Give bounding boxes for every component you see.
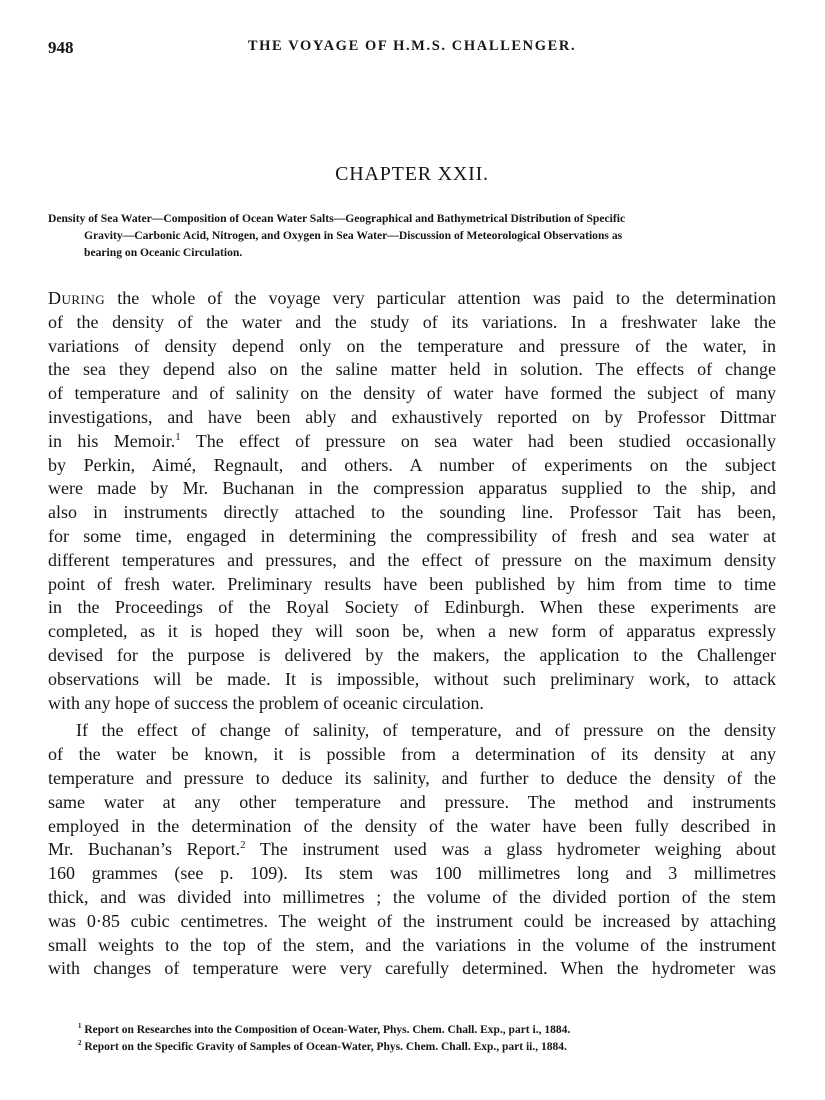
running-title: THE VOYAGE OF H.M.S. CHALLENGER. [247, 38, 577, 54]
paragraph-1-line: in the Proceedings of the Royal Society of Edinburgh. When these experiments are [48, 597, 776, 618]
paragraph-1-line: by Perkin, Aimé, Regnault, and others. A number of experiments on the subject [48, 454, 776, 475]
footnote-mark: 1 [78, 1023, 82, 1031]
paragraph-1-line: with any hope of success the problem of oceanic circulation. [48, 692, 484, 713]
paragraph-1-line: different temperatures and pressures, and the effect of pressure on the maximum density [48, 549, 776, 570]
paragraph-2-line: with changes of temperature were very carefully determined. When the hydrometer was [48, 958, 776, 979]
paragraph-2-line: thick, and was divided into millimetres ; the volume of the divided portion of the stem [48, 886, 776, 907]
chapter-title: CHAPTER XXII. [335, 163, 489, 185]
running-head [48, 30, 776, 56]
paragraph-2-line: of the water be known, it is possible from a determination of its density at any [48, 744, 776, 765]
paragraph-1-line: variations of density depend only on the temperature and pressure of the water, in [48, 335, 776, 356]
paragraph-1-line: During the whole of the voyage very particular attention was paid to the determination [48, 288, 776, 308]
paragraph-1-line: point of fresh water. Preliminary results have been published by him from time to time [48, 573, 776, 594]
body-text [48, 287, 776, 981]
paragraph-1-line: the sea they depend also on the saline matter held in solution. The effects of change [48, 359, 776, 380]
footnote-1: $^1$ Report on Researches into the Composition of Ocean-Water, Phys. Chem. Chall. Exp., part i., 1884. [78, 1023, 571, 1036]
footnote-ref[interactable]: 2 [240, 839, 246, 852]
chapter-summary [48, 210, 776, 261]
footnote-ref[interactable]: 1 [175, 430, 181, 443]
paragraph-2-line: 160 grammes (see p. 109). Its stem was 100 millimetres long and 3 millimetres [48, 863, 776, 884]
paragraph-1-line: of the density of the water and the study of its variations. In a freshwater lake the [48, 311, 776, 332]
paragraph-2-line: was 0·85 cubic centimetres. The weight of the instrument could be increased by attaching [48, 910, 776, 931]
book-page [48, 30, 776, 1090]
paragraph-2-line: If the effect of change of salinity, of temperature, and of pressure on the density [76, 720, 776, 741]
chapter-summary-line: bearing on Oceanic Circulation. [84, 246, 243, 259]
footnotes [78, 1022, 778, 1056]
chapter-summary-line: Density of Sea Water—Composition of Ocean Water Salts—Geographical and Bathymetrical Distribution of Specific [48, 212, 626, 225]
paragraph-1-line: of temperature and of salinity on the density of water have formed the subject of many [48, 383, 776, 404]
chapter-summary-line: Gravity—Carbonic Acid, Nitrogen, and Oxygen in Sea Water—Discussion of Meteorological Observations as [84, 229, 623, 242]
paragraph-1-line: completed, as it is hoped they will soon be, when a new form of apparatus expressly [48, 621, 776, 642]
page-number: 948 [48, 38, 74, 57]
paragraph-1-line: also in instruments directly attached to the sounding line. Professor Tait has been, [48, 502, 776, 523]
paragraph-1-line: in his Memoir.$^1$ The effect of pressure on sea water had been studied occasionally [48, 430, 776, 451]
footnote-mark: 2 [78, 1040, 82, 1048]
paragraph-2-line: small weights to the top of the stem, and the variations in the volume of the instrument [48, 934, 776, 955]
paragraph-1-line: devised for the purpose is delivered by the makers, the application to the Challenger [48, 644, 776, 665]
paragraph-2-line: temperature and pressure to deduce its salinity, and further to deduce the density of the [48, 767, 776, 788]
footnote-2: $^2$ Report on the Specific Gravity of Samples of Ocean-Water, Phys. Chem. Chall. Exp., part ii., 1884. [78, 1040, 567, 1053]
paragraph-2-line: same water at any other temperature and pressure. The method and instruments [48, 791, 776, 812]
paragraph-1-line: were made by Mr. Buchanan in the compression apparatus supplied to the ship, and [48, 478, 776, 499]
paragraph-1-line: observations will be made. It is impossible, without such preliminary work, to attack [48, 668, 776, 689]
paragraph-1-line: for some time, engaged in determining the compressibility of fresh and sea water at [48, 525, 776, 546]
drop-word: During [48, 288, 106, 308]
paragraph-2-line: Mr. Buchanan’s Report.$^2$ The instrument used was a glass hydrometer weighing about [48, 839, 776, 860]
paragraph-1-line: investigations, and have been ably and exhaustively reported on by Professor Dittmar [48, 406, 776, 427]
paragraph-2-line: employed in the determination of the density of the water have been fully described in [48, 815, 776, 836]
